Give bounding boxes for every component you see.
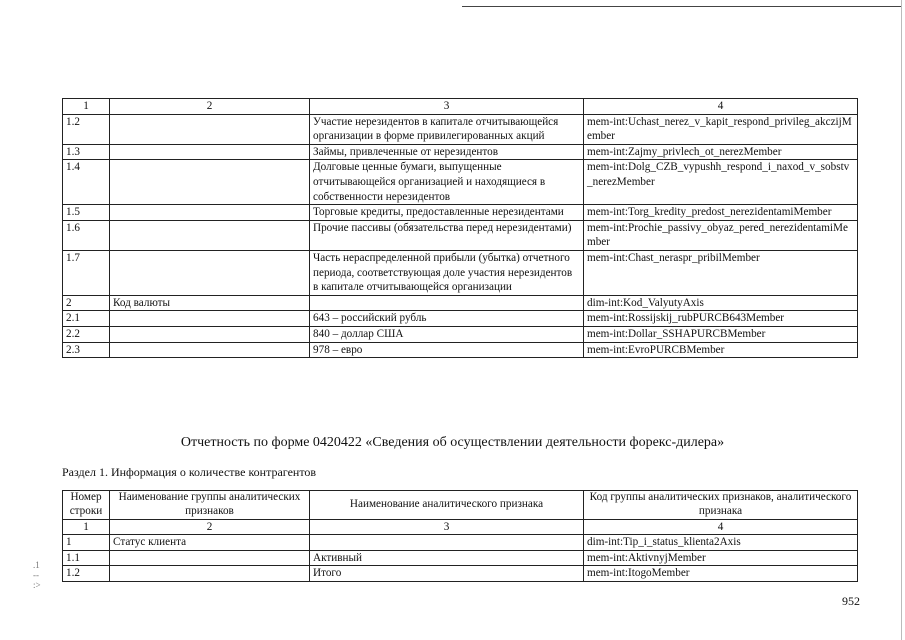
- attribute-name: Долговые ценные бумаги, выпущенные отчитывающейся организацией и находящиеся в собственности нерезидентов: [310, 160, 584, 205]
- attribute-name: Итого: [310, 566, 584, 582]
- attribute-code: mem-int:Uchast_nerez_v_kapit_respond_privileg_akczijMember: [584, 114, 858, 144]
- group-name: [110, 144, 310, 160]
- row-number: 1.5: [63, 205, 110, 221]
- row-number: 1: [63, 535, 110, 551]
- row-number: 1.4: [63, 160, 110, 205]
- header-code: Код группы аналитических признаков, аналитического признака: [584, 491, 858, 520]
- attribute-code: mem-int:EvroPURCBMember: [584, 342, 858, 358]
- header-cell: 1: [63, 99, 110, 115]
- row-number: 2.3: [63, 342, 110, 358]
- column-numbers-row: [63, 519, 858, 535]
- attribute-code: mem-int:ItogoMember: [584, 566, 858, 582]
- attribute-name: 643 – российский рубль: [310, 311, 584, 327]
- group-name: [110, 250, 310, 295]
- table-row: [63, 326, 858, 342]
- attribute-code: mem-int:Prochie_passivy_obyaz_pered_nerezidentamiMember: [584, 220, 858, 250]
- page-number: 952: [842, 594, 860, 608]
- attribute-name: 978 – евро: [310, 342, 584, 358]
- attribute-name: Займы, привлеченные от нерезидентов: [310, 144, 584, 160]
- attribute-name: Прочие пассивы (обязательства перед нерезидентами): [310, 220, 584, 250]
- table-row: [63, 220, 858, 250]
- table-row: [63, 205, 858, 221]
- header-number: Номер строки: [63, 491, 110, 520]
- row-number: 1.2: [63, 566, 110, 582]
- table-row: [63, 342, 858, 358]
- row-number: 2.2: [63, 326, 110, 342]
- table-row: [63, 160, 858, 205]
- header-cell: 3: [310, 99, 584, 115]
- group-name: [110, 342, 310, 358]
- attribute-name: Активный: [310, 550, 584, 566]
- row-number: 1.2: [63, 114, 110, 144]
- table-row: [63, 295, 858, 311]
- attribute-code: dim-int:Tip_i_status_klienta2Axis: [584, 535, 858, 551]
- group-name: [110, 566, 310, 582]
- attribute-code: mem-int:Zajmy_privlech_ot_nerezMember: [584, 144, 858, 160]
- attribute-code: mem-int:Chast_neraspr_pribilMember: [584, 250, 858, 295]
- counterparties-table: [62, 490, 858, 582]
- group-name: [110, 326, 310, 342]
- attribute-code: mem-int:Rossijskij_rubPURCB643Member: [584, 311, 858, 327]
- table-row: [63, 144, 858, 160]
- group-name: [110, 160, 310, 205]
- group-name: [110, 550, 310, 566]
- row-number: 1.1: [63, 550, 110, 566]
- attribute-name: Участие нерезидентов в капитале отчитывающейся организации в форме привилегированных акций: [310, 114, 584, 144]
- row-number: 2: [63, 295, 110, 311]
- group-name: Статус клиента: [110, 535, 310, 551]
- row-number: 1.3: [63, 144, 110, 160]
- table-row: [63, 250, 858, 295]
- row-number: 1.7: [63, 250, 110, 295]
- attribute-code: mem-int:Torg_kredity_predost_nerezidentamiMember: [584, 205, 858, 221]
- attribute-name: [310, 535, 584, 551]
- table-row: [63, 311, 858, 327]
- group-name: [110, 205, 310, 221]
- column-number: 3: [310, 519, 584, 535]
- table-row: [63, 535, 858, 551]
- column-number: 2: [110, 519, 310, 535]
- table-row: [63, 566, 858, 582]
- attribute-name: Торговые кредиты, предоставленные нерезидентами: [310, 205, 584, 221]
- row-number: 2.1: [63, 311, 110, 327]
- group-name: [110, 114, 310, 144]
- margin-marks: .1 -- :>: [33, 560, 41, 590]
- attribute-code: dim-int:Kod_ValyutyAxis: [584, 295, 858, 311]
- page-edge: [901, 0, 902, 640]
- column-number: 1: [63, 519, 110, 535]
- column-number: 4: [584, 519, 858, 535]
- attribute-name: Часть нераспределенной прибыли (убытка) отчетного периода, соответствующая доле участия нерезидентов в капитале отчитывающейся организации: [310, 250, 584, 295]
- top-rule: [462, 6, 902, 7]
- attribute-code: mem-int:AktivnyjMember: [584, 550, 858, 566]
- table-row: [63, 550, 858, 566]
- header-group-name: Наименование группы аналитических признаков: [110, 491, 310, 520]
- header-cell: 4: [584, 99, 858, 115]
- section-title: Отчетность по форме 0420422 «Сведения об осуществлении деятельности форекс-дилера»: [180, 435, 725, 450]
- table-row: [63, 114, 858, 144]
- attribute-name: [310, 295, 584, 311]
- attribute-code: mem-int:Dollar_SSHAPURCBMember: [584, 326, 858, 342]
- subsection-title: Раздел 1. Информация о количестве контрагентов: [62, 465, 317, 479]
- header-cell: 2: [110, 99, 310, 115]
- attribute-name: 840 – доллар США: [310, 326, 584, 342]
- attributes-table: [62, 98, 858, 358]
- group-name: Код валюты: [110, 295, 310, 311]
- table-header-row: [63, 491, 858, 520]
- group-name: [110, 220, 310, 250]
- header-attribute-name: Наименование аналитического признака: [310, 491, 584, 520]
- group-name: [110, 311, 310, 327]
- row-number: 1.6: [63, 220, 110, 250]
- attribute-code: mem-int:Dolg_CZB_vypushh_respond_i_naxod_v_sobstv_nerezMember: [584, 160, 858, 205]
- table-header-row: [63, 99, 858, 115]
